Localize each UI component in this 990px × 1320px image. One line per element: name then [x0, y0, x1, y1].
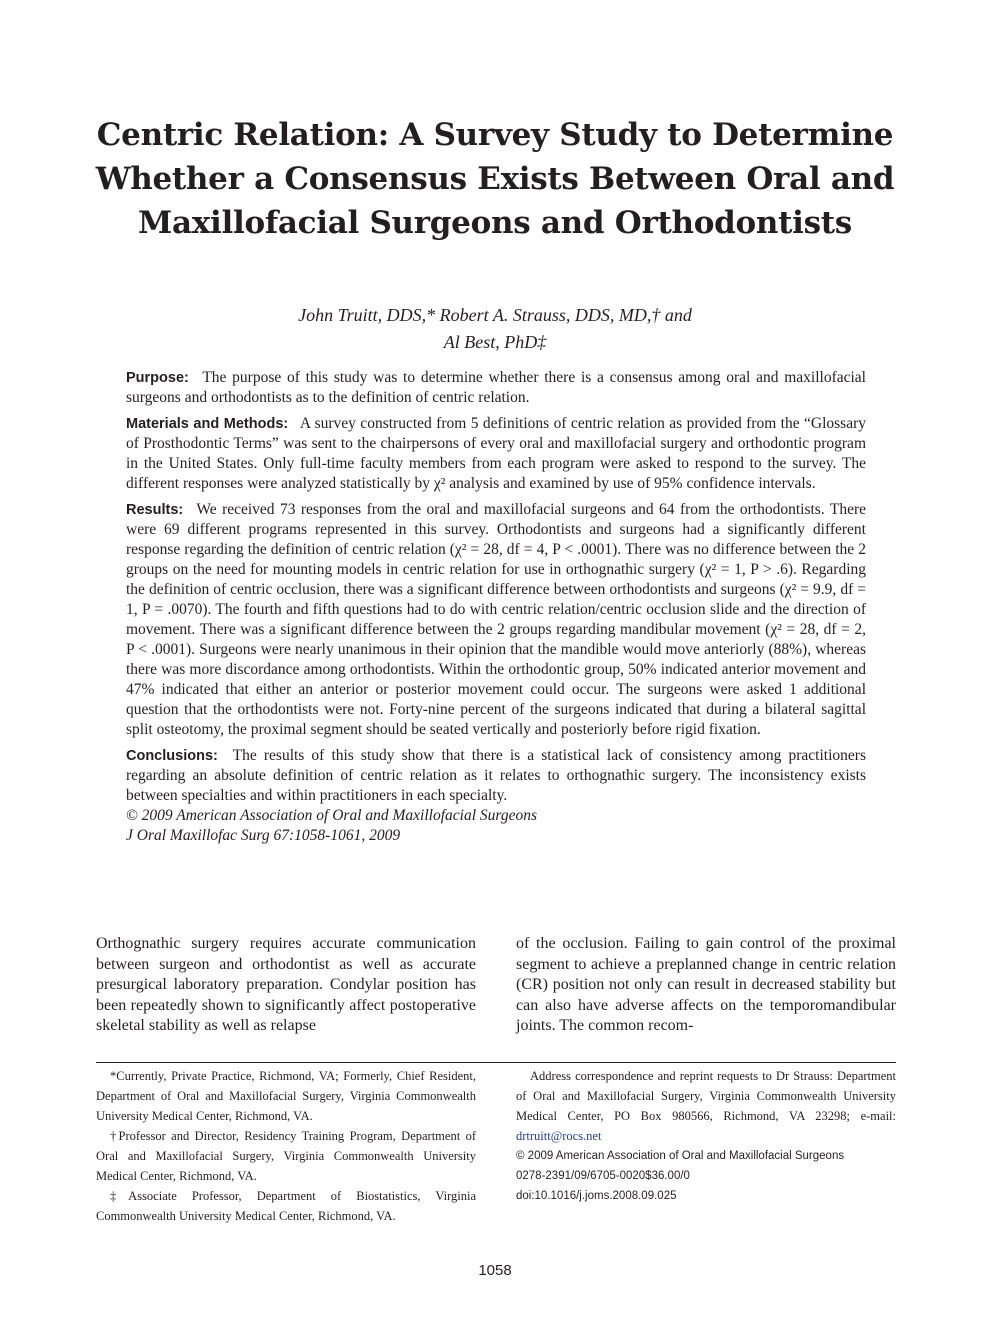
- footnote-3: ‡Associate Professor, Department of Biostatistics, Virginia Commonwealth University Medical Center, Richmond, VA.: [96, 1189, 476, 1223]
- conclusions-label: Conclusions:: [126, 748, 218, 764]
- body-column-left: Orthognathic surgery requires accurate communication between surgeon and orthodontist as well as accurate presurgical laboratory preparation. Condylar position has been repeatedly shown to significantly affect postoperative skeletal stability as well as relapse: [96, 935, 476, 1034]
- purpose-label: Purpose:: [126, 370, 189, 386]
- journal-citation: J Oral Maxillofac Surg 67:1058-1061, 2009: [126, 827, 401, 844]
- correspondence-address: [516, 1066, 896, 1146]
- abstract: [126, 368, 866, 846]
- results-text: We received 73 responses from the oral and maxillofacial surgeons and 64 from the orthodontists. There were 69 different programs represented in this survey. Orthodontists and surgeons had a significantly different response regarding the definition of centric relation (χ² = 28, df = 4, P < .0001). There was no difference between the 2 groups on the need for mounting models in centric relation for use in orthognathic surgery (χ² = 1, P > .6). Regarding the definition of centric occlusion, there was a significant difference between orthodontists and surgeons (χ² = 9.9, df = 1, P = .0070). The fourth and fifth questions had to do with centric relation/centric occlusion slide and the direction of movement. There was a significant difference between the 2 groups regarding mandibular movement (χ² = 28, df = 2, P < .0001). Surgeons were nearly unanimous in their opinion that the mandible would move anteriorly (88%), whereas there was more discordance among orthodontists. Within the orthodontic group, 50% indicated anterior movement and 47% indicated that either an anterior or posterior movement could occur. The surgeons were asked 1 additional question that the orthodontists were not. Forty-nine percent of the surgeons indicated that during a bilateral sagittal split osteotomy, the proximal segment should be seated vertically and posteriorly before rigid fixation.: [126, 501, 866, 738]
- results-label: Results:: [126, 502, 184, 518]
- issn-code: 0278-2391/09/6705-0020$36.00/0: [516, 1170, 690, 1182]
- correspondence-footnotes: [516, 1066, 896, 1206]
- author-line-2: Al Best, PhD‡: [443, 332, 547, 352]
- author-footnotes: [96, 1066, 476, 1226]
- purpose-text: The purpose of this study was to determine whether there is a consensus among oral and maxillofacial surgeons and orthodontists as to the definition of centric relation.: [126, 369, 866, 406]
- footnote-2: †Professor and Director, Residency Training Program, Department of Oral and Maxillofacial Surgery, Virginia Commonwealth University Medical Center, Richmond, VA.: [96, 1129, 476, 1183]
- abstract-copyright: © 2009 American Association of Oral and Maxillofacial Surgeons: [126, 807, 538, 824]
- abstract-purpose: [126, 368, 866, 408]
- page-number: 1058: [478, 1262, 512, 1279]
- author-line-1: John Truitt, DDS,* Robert A. Strauss, DDS, MD,† and: [298, 305, 692, 325]
- conclusions-text: The results of this study show that there is a statistical lack of consistency among practitioners regarding an absolute definition of centric relation as it relates to orthognathic surgery. The inconsistency exists between specialties and within practitioners in each specialty.: [126, 747, 866, 804]
- abstract-conclusions: [126, 746, 866, 806]
- author-list: [95, 302, 895, 356]
- methods-text: A survey constructed from 5 definitions of centric relation as provided from the “Glossary of Prosthodontic Terms” was sent to the chairpersons of every oral and maxillofacial surgery and orthodontic program in the United States. Only full-time faculty members from each program were asked to respond to the survey. The different responses were analyzed statistically by χ² analysis and examined by use of 95% confidence intervals.: [126, 415, 867, 492]
- footnote-copyright: © 2009 American Association of Oral and Maxillofacial Surgeons: [516, 1150, 845, 1162]
- address-text: Address correspondence and reprint requests to Dr Strauss: Department of Oral and Maxillofacial Surgery, Virginia Commonwealth University Medical Center, PO Box 980566, Richmond, VA 23298; e-mail:: [516, 1069, 896, 1123]
- footnote-1: *Currently, Private Practice, Richmond, VA; Formerly, Chief Resident, Department of Oral and Maxillofacial Surgery, Virginia Commonwealth University Medical Center, Richmond, VA.: [96, 1069, 476, 1123]
- doi: doi:10.1016/j.joms.2008.09.025: [516, 1190, 677, 1202]
- abstract-methods: [126, 414, 866, 494]
- methods-label: Materials and Methods:: [126, 416, 289, 432]
- footnote-divider: [96, 1062, 896, 1063]
- email-link[interactable]: drtruitt@rocs.net: [516, 1129, 602, 1143]
- abstract-results: [126, 500, 866, 740]
- body-column-right: of the occlusion. Failing to gain control of the proximal segment to achieve a preplanned change in centric relation (CR) position not only can result in decreased stability but can also have adverse affects on the temporomandibular joints. The common recom-: [516, 935, 896, 1034]
- article-title: Centric Relation: A Survey Study to Determine Whether a Consensus Exists Between Oral and Maxillofacial Surgeons and Orthodontists: [95, 117, 895, 241]
